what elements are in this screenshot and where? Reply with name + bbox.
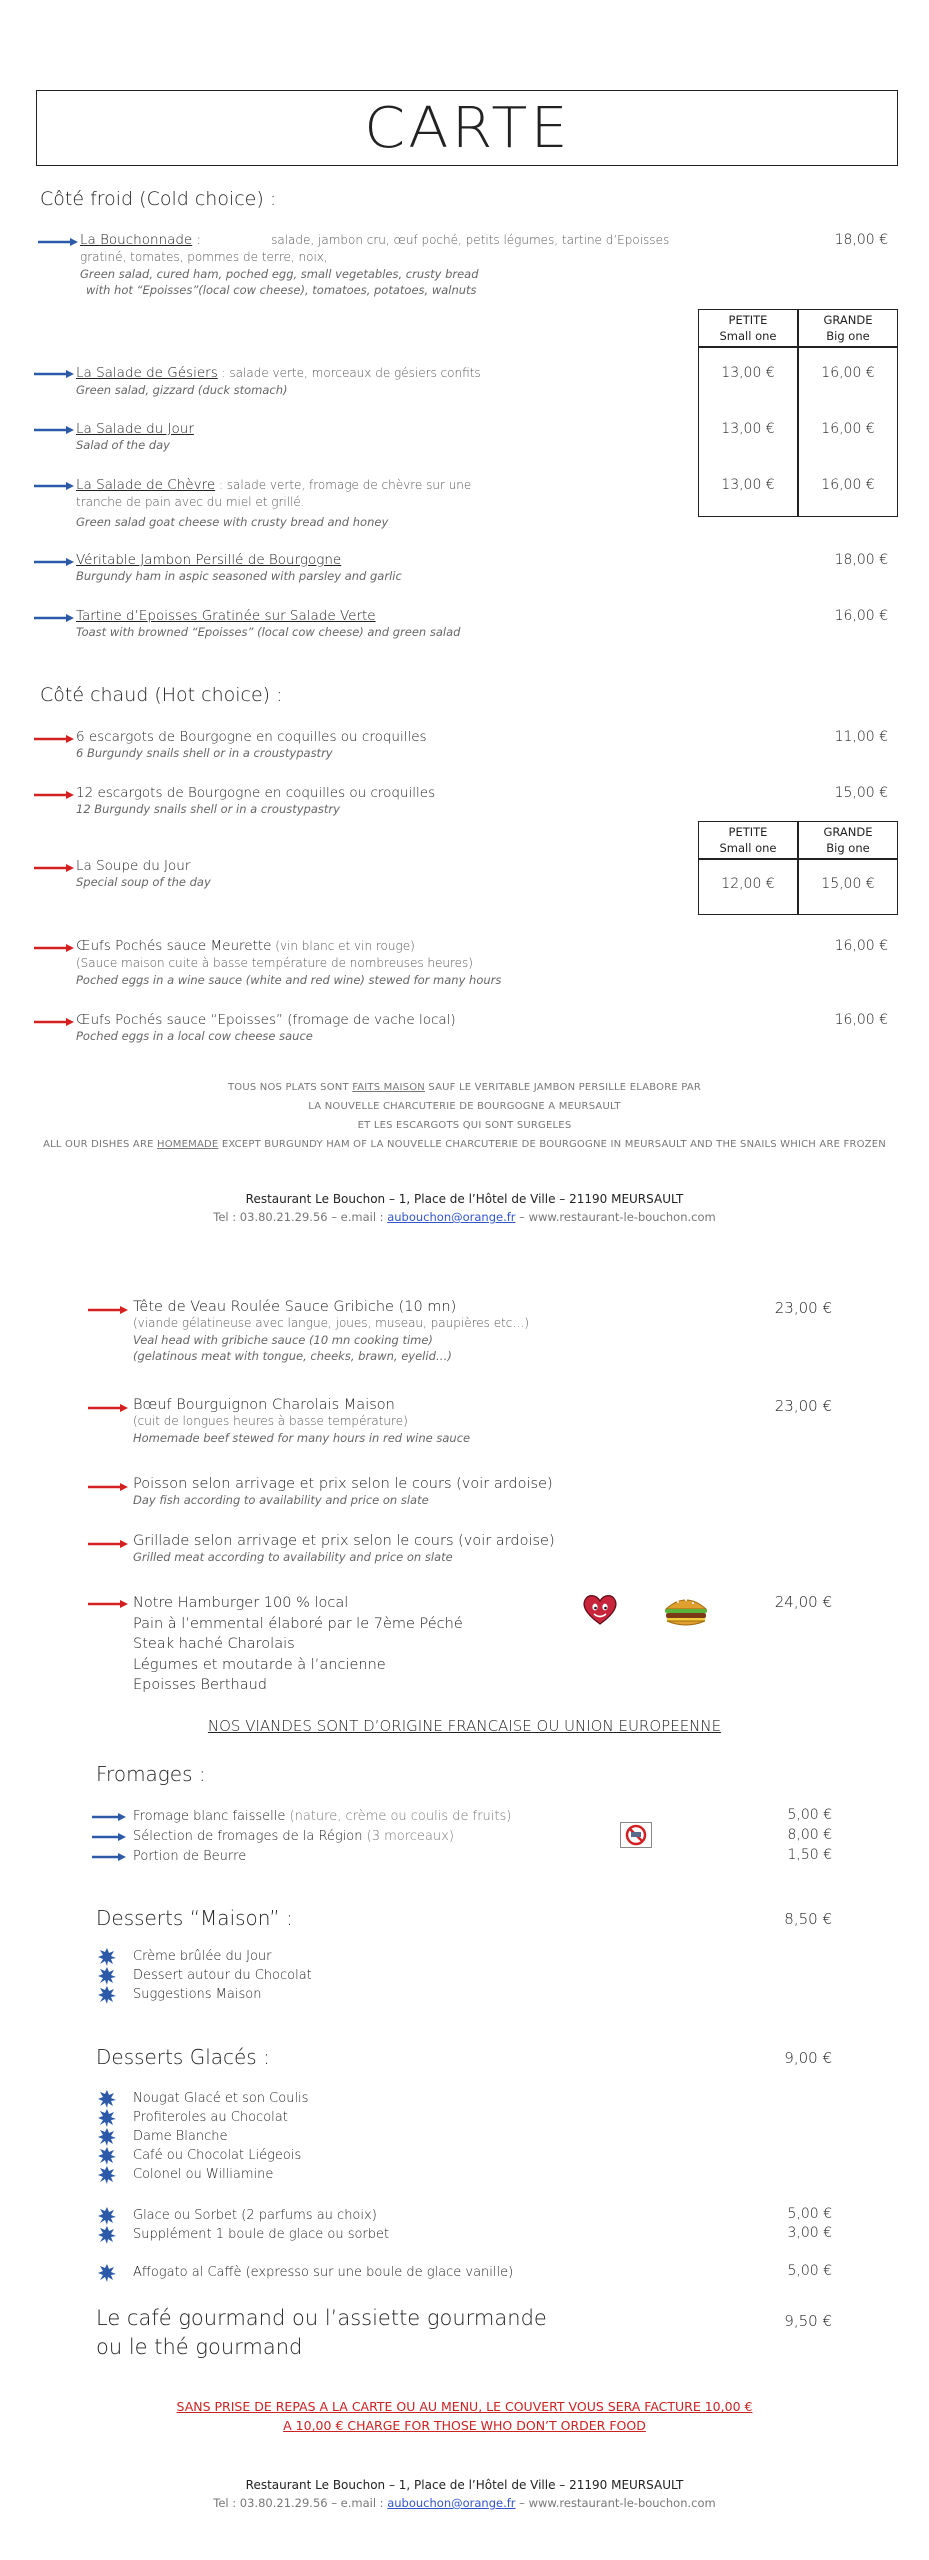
item-desc: : salade verte, fromage de chèvre sur une (215, 478, 472, 492)
item-name: Véritable Jambon Persillé de Bourgogne (76, 552, 342, 568)
blue-star-icon (98, 2264, 116, 2282)
desserts-glaces-heading: Desserts Glacés : (96, 2045, 270, 2069)
item-line: Légumes et moutarde à l’ancienne (133, 1656, 386, 1673)
note-text: SAUF LE VERITABLE JAMBON PERSILLE ELABORE PAR (424, 1082, 702, 1093)
page-title: CARTE (363, 95, 571, 161)
item-en: Special soup of the day (76, 875, 211, 889)
item-en: Green salad, cured ham, poched egg, small vegetables, crusty bread (80, 267, 479, 281)
item-name: La Salade de Chèvre (76, 477, 216, 493)
dessert-glace-item: Colonel ou Williamine (133, 2167, 274, 2182)
item-name: La Bouchonnade (80, 232, 193, 248)
item-en: Green salad goat cheese with crusty bread and honey (76, 515, 389, 529)
item-price: 24,00 € (774, 1593, 832, 1611)
footer-email-link[interactable]: aubouchon@orange.fr (387, 1210, 516, 1224)
item-name: 6 escargots de Bourgogne en coquilles ou croquilles (76, 729, 427, 745)
item-name: Grillade selon arrivage et prix selon le cours (voir ardoise) (133, 1533, 555, 1549)
item-name: Œufs Pochés sauce Meurette (76, 938, 272, 954)
item-name: La Soupe du Jour (76, 858, 191, 874)
main-boeuf (133, 1397, 733, 1446)
note-text: ET LES ESCARGOTS QUI SONT SURGELES (357, 1120, 572, 1131)
desserts-maison-heading: Desserts “Maison” : (96, 1906, 293, 1930)
glace-extra-item: Glace ou Sorbet (2 parfums au choix) (133, 2208, 377, 2223)
note-text: FAITS MAISON (352, 1082, 425, 1093)
couvert-fr: SANS PRISE DE REPAS A LA CARTE OU AU MENU, LE COUVERT VOUS SERA FACTURE 10,00 € (176, 2399, 753, 2414)
item-gesiers (76, 365, 676, 398)
blue-arrow-icon (38, 237, 78, 247)
item-en: Toast with browned “Epoisses” (local cow cheese) and green salad (76, 625, 461, 639)
grid-petite-en: Small one (719, 841, 777, 855)
item-name: Tête de Veau Roulée Sauce Gribiche (10 mn) (133, 1299, 457, 1315)
red-arrow-icon (88, 1403, 128, 1413)
grid-grande-en: Big one (826, 841, 870, 855)
red-arrow-icon (34, 863, 74, 873)
hot-heading: Côté chaud (Hot choice) : (40, 684, 283, 706)
item-escargots-6 (76, 729, 676, 761)
footer-address: Restaurant Le Bouchon – 1, Place de l’Hôtel de Ville – 21190 MEURSAULT (245, 2478, 684, 2492)
couvert-en: A 10,00 € CHARGE FOR THOSE WHO DON’T ORDER FOOD (283, 2418, 646, 2433)
fromage-item (133, 1807, 511, 1827)
fromage-price: 5,00 € (787, 1807, 832, 1823)
fromage-price: 8,00 € (787, 1827, 832, 1843)
note-text: LA NOUVELLE CHARCUTERIE DE BOURGOGNE A MEURSAULT (308, 1101, 621, 1112)
item-line: Steak haché Charolais (133, 1636, 295, 1652)
blue-arrow-icon (34, 481, 74, 491)
red-arrow-icon (34, 943, 74, 953)
item-price: 18,00 € (834, 232, 888, 248)
item-desc: (viande gélatineuse avec langue, joues, museau, paupières etc…) (133, 1316, 530, 1330)
fromage-price: 1,50 € (787, 1847, 832, 1863)
glace-extra-price: 3,00 € (787, 2225, 832, 2241)
item-desc: (Sauce maison cuite à basse température de nombreuses heures) (76, 956, 473, 970)
blue-arrow-icon (34, 369, 74, 379)
no-sign-icon (620, 1822, 652, 1848)
red-arrow-icon (88, 1305, 128, 1315)
fromages-heading: Fromages : (96, 1762, 206, 1786)
footer-top (0, 1190, 929, 1226)
item-price: 16,00 € (834, 938, 888, 954)
item-salade-jour (76, 421, 676, 453)
item-tartine (76, 608, 676, 640)
dessert-glace-item: Nougat Glacé et son Coulis (133, 2091, 309, 2106)
item-desc: : salade verte, morceaux de gésiers confits (217, 366, 481, 380)
title-box (36, 90, 898, 166)
red-arrow-icon (88, 1482, 128, 1492)
note-text: EXCEPT BURGUNDY HAM OF LA NOUVELLE CHARCUTERIE DE BOURGOGNE IN MEURSAULT AND THE SNAILS WHICH ARE FROZEN (218, 1139, 886, 1150)
blue-arrow-icon (92, 1852, 126, 1862)
dessert-glace-item: Profiteroles au Chocolat (133, 2110, 288, 2125)
item-extra: (vin blanc et vin rouge) (271, 939, 415, 953)
blue-arrow-icon (92, 1832, 126, 1842)
item-name: Poisson selon arrivage et prix selon le cours (voir ardoise) (133, 1476, 553, 1492)
item-en: Salad of the day (76, 438, 170, 452)
item-en: Green salad, gizzard (duck stomach) (76, 383, 288, 397)
blue-star-icon (98, 2226, 116, 2244)
blue-star-icon (98, 2147, 116, 2165)
blue-arrow-icon (92, 1812, 126, 1822)
item-oeufs-epoisses (76, 1012, 676, 1044)
gourmand-line: ou le thé gourmand (96, 2335, 303, 2359)
footer-tel: Tel : 03.80.21.29.56 – e.mail : (213, 1210, 388, 1224)
fromage-name: Portion de Beurre (133, 1849, 247, 1864)
item-en: Day fish according to availability and price on slate (133, 1493, 429, 1507)
item-en: Burgundy ham in aspic seasoned with parsley and garlic (76, 569, 402, 583)
note-text: ALL OUR DISHES ARE (43, 1139, 157, 1150)
red-arrow-icon (34, 1017, 74, 1027)
item-price: 11,00 € (834, 729, 888, 745)
footer-address: Restaurant Le Bouchon – 1, Place de l’Hôtel de Ville – 21190 MEURSAULT (245, 1192, 684, 1206)
blue-arrow-icon (34, 425, 74, 435)
gourmand-line: Le café gourmand ou l’assiette gourmande (96, 2306, 547, 2330)
glace-extra-price: 5,00 € (787, 2263, 832, 2279)
footer-web: – www.restaurant-le-bouchon.com (515, 1210, 716, 1224)
price-grande: 16,00 € (821, 477, 875, 493)
origin-note: NOS VIANDES SONT D’ORIGINE FRANCAISE OU UNION EUROPEENNE (207, 1717, 722, 1735)
price-petite: 12,00 € (721, 876, 775, 892)
grid-petite-en: Small one (719, 329, 777, 343)
glace-extra-item: Supplément 1 boule de glace ou sorbet (133, 2227, 390, 2242)
item-price: 16,00 € (834, 608, 888, 624)
fromage-item (133, 1827, 454, 1847)
price-grid-hot (698, 821, 898, 915)
item-name: Œufs Pochés sauce “Epoisses” (76, 1012, 283, 1028)
item-desc: salade, jambon cru, œuf poché, petits légumes, tartine d’Epoisses (271, 233, 670, 247)
item-name: Tartine d’Epoisses Gratinée sur Salade Verte (76, 608, 376, 624)
red-arrow-icon (34, 790, 74, 800)
fromage-name: Fromage blanc faisselle (133, 1809, 286, 1824)
item-desc: (cuit de longues heures à basse température) (133, 1414, 408, 1428)
fromage-extra: (3 morceaux) (362, 1829, 454, 1844)
glace-extra-item: Affogato al Caffè (expresso sur une boule de glace vanille) (133, 2265, 514, 2280)
item-en: Homemade beef stewed for many hours in red wine sauce (133, 1431, 471, 1445)
item-name: 12 escargots de Bourgogne en coquilles ou croquilles (76, 785, 436, 801)
item-en: Poched eggs in a local cow cheese sauce (76, 1029, 313, 1043)
desserts-glaces-price: 9,00 € (784, 2049, 832, 2067)
blue-star-icon (98, 2090, 116, 2108)
item-sep: : (192, 232, 202, 248)
main-poisson (133, 1476, 733, 1508)
item-escargots-12 (76, 785, 676, 817)
blue-star-icon (98, 2128, 116, 2146)
note-text: TOUS NOS PLATS SONT (227, 1082, 353, 1093)
dessert-item: Dessert autour du Chocolat (133, 1968, 312, 1983)
item-oeufs-meurette (76, 938, 716, 988)
red-arrow-icon (88, 1539, 128, 1549)
blue-arrow-icon (34, 557, 74, 567)
homemade-note (0, 1078, 929, 1154)
footer-tel: Tel : 03.80.21.29.56 – e.mail : (213, 2496, 388, 2510)
item-desc2: gratiné, tomates, pommes de terre, noix, (80, 250, 328, 264)
glace-extra-price: 5,00 € (787, 2206, 832, 2222)
price-petite: 13,00 € (721, 365, 775, 381)
footer-email-link[interactable]: aubouchon@orange.fr (387, 2496, 516, 2510)
item-price: 23,00 € (774, 1299, 832, 1317)
item-name: Bœuf Bourguignon Charolais Maison (133, 1397, 395, 1413)
blue-star-icon (98, 1967, 116, 1985)
heart-smiley-icon (582, 1592, 618, 1626)
item-line: Pain à l’emmental élaboré par le 7ème Péché (133, 1615, 463, 1632)
main-hamburger (133, 1593, 733, 1696)
price-petite: 13,00 € (721, 477, 775, 493)
blue-star-icon (98, 2166, 116, 2184)
blue-star-icon (98, 1986, 116, 2004)
gourmand-price: 9,50 € (784, 2312, 832, 2330)
item-en: 12 Burgundy snails shell or in a croustypastry (76, 802, 340, 816)
item-name: Notre Hamburger 100 % local (133, 1595, 349, 1611)
item-en: Poched eggs in a wine sauce (white and red wine) stewed for many hours (76, 973, 502, 987)
red-arrow-icon (34, 734, 74, 744)
blue-star-icon (98, 2109, 116, 2127)
fromage-name: Sélection de fromages de la Région (133, 1829, 363, 1844)
blue-star-icon (98, 1948, 116, 1966)
dessert-item: Crème brûlée du Jour (133, 1949, 272, 1964)
item-line: Epoisses Berthaud (133, 1677, 267, 1693)
item-jambon (76, 552, 676, 584)
price-grid-cold (698, 309, 898, 517)
main-grillade (133, 1533, 733, 1565)
item-name: La Salade du Jour (76, 421, 194, 437)
item-en2: (gelatinous meat with tongue, cheeks, brawn, eyelid…) (133, 1349, 452, 1363)
item-en2: with hot “Epoisses”(local cow cheese), tomatoes, potatoes, walnuts (86, 283, 477, 297)
footer-web: – www.restaurant-le-bouchon.com (515, 2496, 716, 2510)
grid-petite: PETITE (728, 825, 768, 839)
grid-grande-en: Big one (826, 329, 870, 343)
price-grande: 15,00 € (821, 876, 875, 892)
price-grande: 16,00 € (821, 365, 875, 381)
item-name: La Salade de Gésiers (76, 365, 218, 381)
grid-grande: GRANDE (823, 825, 873, 839)
desserts-maison-price: 8,50 € (784, 1910, 832, 1928)
item-chevre (76, 477, 676, 530)
item-price: 16,00 € (834, 1012, 888, 1028)
fromage-item (133, 1847, 246, 1867)
item-price: 18,00 € (834, 552, 888, 568)
grid-grande: GRANDE (823, 313, 873, 327)
price-grande: 16,00 € (821, 421, 875, 437)
red-arrow-icon (88, 1599, 128, 1609)
grid-petite: PETITE (728, 313, 768, 327)
item-en: Veal head with gribiche sauce (10 mn cooking time) (133, 1333, 433, 1347)
item-en: 6 Burgundy snails shell or in a croustypastry (76, 746, 333, 760)
item-desc2: tranche de pain avec du miel et grillé. (76, 495, 305, 509)
price-petite: 13,00 € (721, 421, 775, 437)
item-soupe (76, 858, 676, 890)
item-price: 15,00 € (834, 785, 888, 801)
burger-icon (662, 1593, 710, 1629)
cold-heading: Côté froid (Cold choice) : (40, 188, 277, 210)
blue-star-icon (98, 2207, 116, 2225)
item-extra: (fromage de vache local) (283, 1012, 456, 1028)
item-price: 23,00 € (774, 1397, 832, 1415)
gourmand-block (96, 2304, 547, 2362)
fromage-extra: (nature, crème ou coulis de fruits) (285, 1809, 512, 1824)
main-tete-veau (133, 1299, 733, 1364)
note-text: HOMEMADE (157, 1139, 219, 1150)
item-bouchonnade (80, 232, 700, 298)
blue-arrow-icon (34, 613, 74, 623)
dessert-item: Suggestions Maison (133, 1987, 262, 2002)
footer-bottom (0, 2476, 929, 2512)
item-en: Grilled meat according to availability and price on slate (133, 1550, 453, 1564)
couvert-note (0, 2397, 929, 2435)
dessert-glace-item: Café ou Chocolat Liégeois (133, 2148, 302, 2163)
dessert-glace-item: Dame Blanche (133, 2129, 228, 2144)
